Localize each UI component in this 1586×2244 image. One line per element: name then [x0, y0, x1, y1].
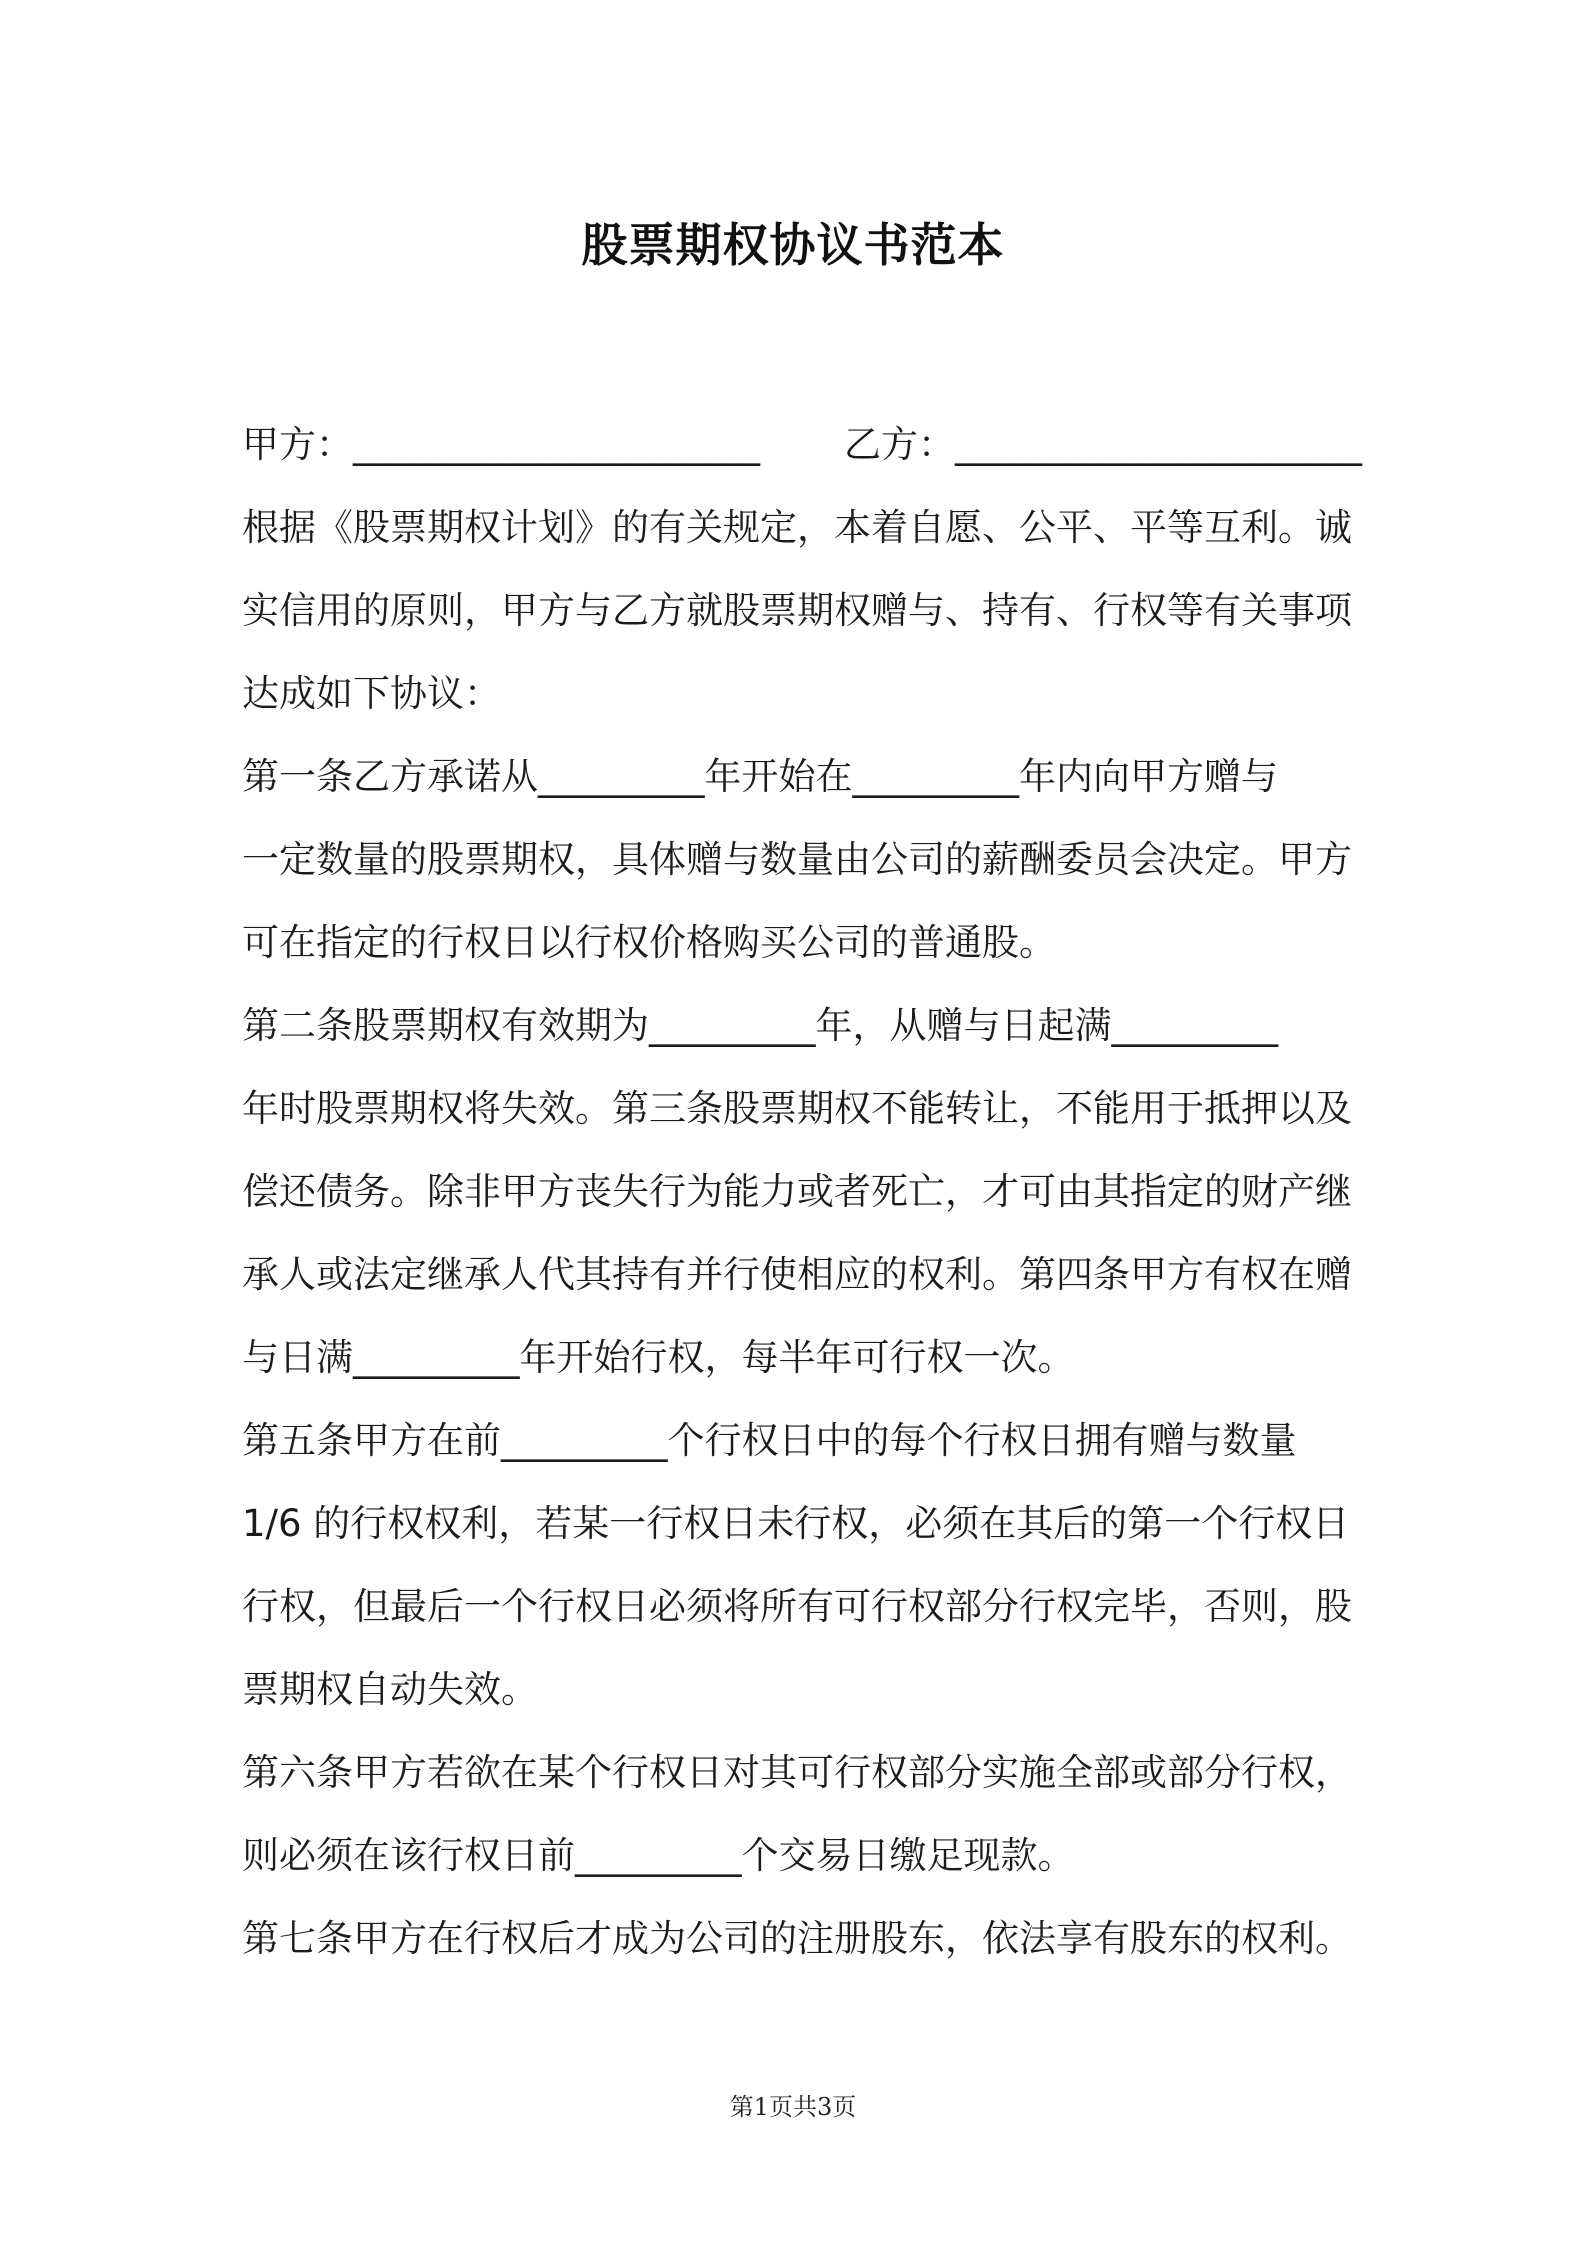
article-5-line: 第五条甲方在前_________个行权日中的每个行权日拥有赠与数量 — [242, 1419, 1297, 1462]
text-line: 年时股票期权将失效。第三条股票期权不能转让，不能用于抵押以及 — [242, 1087, 1352, 1130]
text-line: 票期权自动失效。 — [242, 1668, 538, 1711]
article-2-line: 第二条股票期权有效期为_________年，从赠与日起满_________ — [242, 1004, 1278, 1047]
page-number: 第1页共3页 — [729, 2093, 857, 2121]
text-line: 可在指定的行权日以行权价格购买公司的普通股。 — [242, 921, 1056, 964]
party-a-field: 甲方：______________________ — [242, 423, 760, 466]
text-line: 一定数量的股票期权，具体赠与数量由公司的薪酬委员会决定。甲方 — [242, 838, 1352, 881]
document-title: 股票期权协议书范本 — [581, 218, 1005, 272]
party-b-field: 乙方：______________________ — [844, 423, 1362, 466]
article-1-line: 第一条乙方承诺从_________年开始在_________年内向甲方赠与 — [242, 755, 1278, 798]
text-line: 承人或法定继承人代其持有并行使相应的权利。第四条甲方有权在赠 — [242, 1253, 1352, 1296]
text-line: 行权，但最后一个行权日必须将所有可行权部分行权完毕，否则，股 — [242, 1585, 1352, 1628]
text-line: 根据《股票期权计划》的有关规定，本着自愿、公平、平等互利。诚 — [242, 506, 1352, 549]
text-line: 与日满_________年开始行权，每半年可行权一次。 — [242, 1336, 1075, 1379]
document-body — [242, 410, 1362, 1987]
text-line: 偿还债务。除非甲方丧失行为能力或者死亡，才可由其指定的财产继 — [242, 1170, 1352, 1213]
text-line: 1/6 的行权权利，若某一行权日未行权，必须在其后的第一个行权日 — [242, 1502, 1350, 1545]
parties-line — [242, 410, 1362, 493]
text-line: 实信用的原则，甲方与乙方就股票期权赠与、持有、行权等有关事项 — [242, 589, 1352, 632]
article-7-line: 第七条甲方在行权后才成为公司的注册股东，依法享有股东的权利。 — [242, 1917, 1352, 1960]
text-line: 则必须在该行权日前_________个交易日缴足现款。 — [242, 1834, 1075, 1877]
text-line: 达成如下协议： — [242, 672, 501, 715]
article-6-line: 第六条甲方若欲在某个行权日对其可行权部分实施全部或部分行权， — [242, 1751, 1352, 1794]
